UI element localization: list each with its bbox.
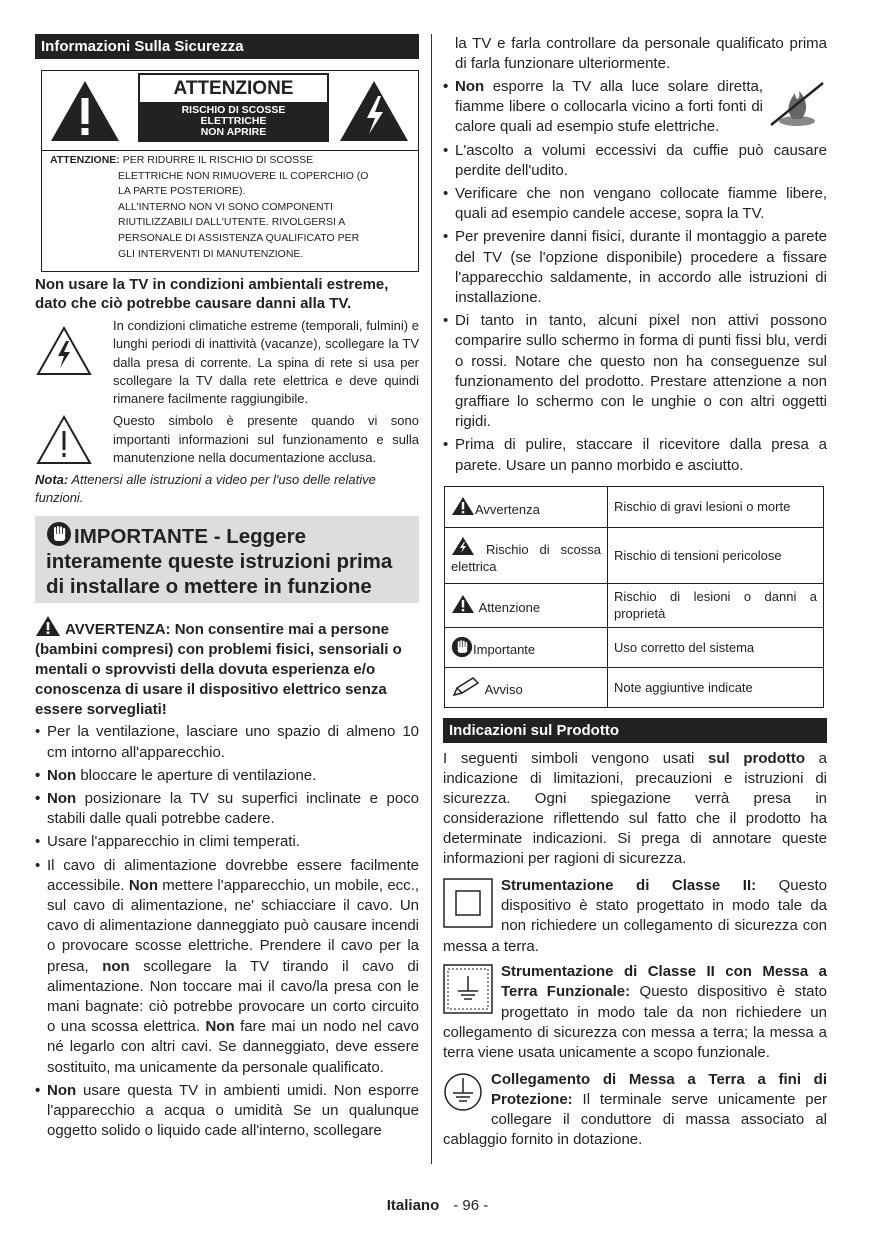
shock-risk-line: RISCHIO DI SCOSSE: [181, 104, 286, 116]
list-item-text: Usare l'apparecchio in climi temperati.: [47, 833, 300, 851]
table-desc: Rischio di tensioni pericolose: [608, 527, 824, 583]
caution-line: RIUTILIZZABILI DALL'UTENTE. RIVOLGERSI A: [118, 216, 346, 229]
list-item: [35, 789, 419, 829]
class-ii-functional-earth-paragraph: [443, 962, 827, 1063]
shock-risk-line: ELETTRICHE: [200, 115, 267, 127]
list-item-text: mettere l'apparecchio, un mobile, ecc., sul cavo di alimentazione, ne' schiacciare il cavo. Un cavo di alimentazione danneggiato può causare incendi o provocare scosse elettriche. Prendere il cavo per la presa,: [47, 876, 420, 975]
page-number: - 96 -: [453, 1197, 489, 1214]
extreme-conditions-note: Non usare la TV in condizioni ambientali estreme, dato che ciò potrebbe causare danni alla TV.: [35, 276, 389, 312]
safety-list: [35, 722, 419, 1141]
lightning-triangle-icon: [451, 536, 475, 556]
protective-earth-icon: [443, 1072, 483, 1112]
list-item-emphasis: Non: [205, 1018, 235, 1036]
lightning-symbol-text: In condizioni climatiche estreme (temporali, fulmini) e lunghi periodi di inattività (vacanze), scollegare la TV dalla presa di corrente. La spina di rete si usa per scollegare la TV dalla rete elettrica e deve quindi rimanere facilmente raggiungibile.: [113, 318, 419, 407]
product-intro-text: I seguenti simboli vengono usati: [443, 749, 695, 767]
caution-line: GLI INTERVENTI DI MANUTENZIONE.: [118, 247, 304, 260]
shock-risk-label: [138, 102, 329, 142]
table-term: Avvertenza: [475, 501, 540, 517]
symbol-title: Strumentazione di Classe II con Messa a Terra Funzionale:: [501, 963, 827, 1001]
table-desc: Rischio di gravi lesioni o morte: [608, 486, 824, 527]
symbol-text: Questo dispositivo è stato progettato in modo tale da non richiedere un collegamento di sicurezza con messa a terra.: [443, 876, 828, 955]
list-item: [35, 1081, 419, 1142]
table-row: [445, 527, 824, 583]
shock-risk-line: NON APRIRE: [200, 126, 267, 138]
exclamation-symbol-row: [35, 412, 419, 467]
product-intro-emphasis: sul prodotto: [708, 749, 806, 767]
section-header-product: Indicazioni sul Prodotto: [443, 718, 827, 743]
table-term: Avviso: [484, 682, 523, 698]
list-item: [35, 856, 419, 1078]
symbol-text: Questo dispositivo è stato progettato in modo tale da non richiedere un collegamento di sicurezza con messa a terra; la messa a terra viene usata unicamente a scopo funzionale.: [443, 983, 828, 1062]
list-item-text: esporre la TV alla luce solare diretta, fiamme libere o collocarla vicino a forti fonti di calore quali ad esempio stufe elettriche.: [455, 78, 763, 136]
list-item-text: scollegare la TV tirando il cavo di alimentazione. Non toccare mai il cavo/la presa con le mani bagnate: ciò potrebbe provocare un corto circuito o una scossa elettrica.: [47, 957, 419, 1036]
product-intro-text: a indicazione di limitazioni, precauzioni e istruzioni di sicurezza. Ogni spiegazione verrà presa in considerazione riflettendo sul fatto che il prodotto ha determinate indicazioni. Si prega di annotare queste informazioni per ragioni di sicurezza.: [443, 749, 828, 867]
list-item-text: Il cavo di alimentazione dovrebbe essere facilmente accessibile.: [47, 856, 419, 894]
table-cell: [445, 583, 608, 627]
caution-label: ATTENZIONE:: [50, 154, 120, 166]
functional-earth-icon: [443, 964, 493, 1014]
list-item: [443, 77, 827, 138]
section-header-safety: Informazioni Sulla Sicurezza: [35, 34, 419, 59]
caution-title: ATTENZIONE: [138, 73, 329, 104]
table-term: Importante: [473, 642, 536, 658]
list-item: [443, 227, 827, 308]
list-item-emphasis: Non: [47, 1081, 77, 1099]
page-footer: [0, 1197, 875, 1214]
important-banner: [35, 516, 419, 603]
caution-text: [50, 153, 410, 262]
symbol-title: Collegamento di Messa a Terra a fini di Protezione:: [491, 1070, 827, 1108]
divider: [42, 150, 418, 151]
list-item: [35, 832, 419, 852]
symbol-text: Il terminale serve unicamente per collegare il conduttore di massa associato al cablaggio fornito in dotazione.: [443, 1090, 827, 1149]
list-item-emphasis: Non: [455, 78, 485, 95]
hand-icon: [46, 521, 72, 547]
warning-triangle-icon: [35, 615, 61, 637]
pencil-icon: [451, 676, 481, 698]
list-item-emphasis: Non: [128, 876, 158, 894]
no-fire-icon: [767, 79, 827, 129]
lightning-symbol-row: [35, 317, 419, 408]
column-divider: [431, 34, 432, 1164]
footer-language: Italiano: [386, 1197, 440, 1214]
symbol-legend-table: [444, 486, 824, 708]
caution-line: ALL'INTERNO NON VI SONO COMPONENTI: [118, 200, 333, 213]
right-column: [443, 34, 827, 1151]
list-item: [443, 184, 827, 224]
warning-triangle-icon: [451, 594, 475, 614]
caution-line: LA PARTE POSTERIORE).: [118, 185, 246, 198]
table-desc: Uso corretto del sistema: [608, 627, 824, 667]
warning-triangle-icon: [451, 496, 475, 516]
list-item-text: Per prevenire danni fisici, durante il montaggio a parete del TV (se l'opzione disponibile) procedere a fissare l'apparecchio saldamente, in accordo alle istruzioni di installazione.: [455, 228, 827, 307]
list-item: [35, 766, 419, 786]
caution-box: [41, 70, 419, 272]
lightning-outline-icon: [35, 325, 93, 377]
exclamation-outline-icon: [35, 414, 93, 466]
warning-text: AVVERTENZA: Non consentire mai a persone (bambini compresi) con problemi fisici, sensoriali o mentali o sprovvisti della dovuta esperienza e/o conoscenza di usare il dispositivo elettrico senza essere sorvegliati!: [35, 621, 402, 718]
symbol-title: Strumentazione di Classe II:: [501, 876, 757, 894]
table-cell: [445, 486, 608, 527]
list-item-text: Prima di pulire, staccare il ricevitore dalla presa a parete. Usare un panno morbido e asciutto.: [455, 436, 827, 474]
table-term: Attenzione: [478, 600, 541, 616]
table-row: [445, 627, 824, 667]
list-item: [443, 435, 827, 475]
list-item-text: Di tanto in tanto, alcuni pixel non attivi possono comparire sullo schermo in forma di punti fissi blu, verdi o rossi. Notare che questo non ha conseguenze sul funzionamento del prodotto. Prestare attenzione a non graffiare lo schermo con le unghie o con altri oggetti rigidi.: [455, 312, 827, 431]
table-desc: Rischio di lesioni o danni a proprietà: [608, 583, 824, 627]
class-ii-paragraph: [443, 876, 827, 957]
table-row: [445, 583, 824, 627]
important-title: IMPORTANTE - Leggere interamente queste istruzioni prima di installare o mettere in funzione: [46, 525, 393, 599]
exclamation-symbol-text: Questo simbolo è presente quando vi sono importanti informazioni sul funzionamento e sulla manutenzione nella documentazione acclusa.: [113, 413, 419, 466]
note-text: Attenersi alle istruzioni a video per l'uso delle relative funzioni.: [35, 472, 376, 506]
table-row: [445, 486, 824, 527]
table-row: [445, 667, 824, 707]
note: [35, 471, 419, 507]
protective-earth-paragraph: [443, 1070, 827, 1151]
warning-paragraph: [35, 615, 419, 719]
product-intro: [443, 749, 827, 869]
list-item-text: posizionare la TV su superfici inclinate e poco stabili dalle quali potrebbe cadere.: [47, 789, 419, 828]
continued-text: la TV e farla controllare da personale qualificato prima di farla funzionare ulteriormente.: [455, 35, 827, 72]
table-cell: [445, 627, 608, 667]
list-item-emphasis: non: [102, 957, 130, 975]
hand-icon: [451, 636, 473, 658]
list-item-text: Per la ventilazione, lasciare uno spazio di almeno 10 cm intorno all'apparecchio.: [47, 723, 419, 761]
list-item: [443, 141, 827, 181]
lightning-triangle-icon: [338, 78, 410, 144]
list-item-text: fare mai un nodo nel cavo né legarlo con altri cavi. Se danneggiato, deve essere sostituito, ma unicamente da personale qualificato.: [47, 1018, 419, 1076]
table-term: Rischio di scossa elettrica: [451, 541, 601, 574]
list-item: [443, 311, 827, 432]
caution-line: ELETTRICHE NON RIMUOVERE IL COPERCHIO (O: [118, 169, 369, 182]
list-item-emphasis: Non: [47, 789, 77, 807]
list-item: [35, 722, 419, 762]
table-cell: [445, 527, 608, 583]
caution-line: PER RIDURRE IL RISCHIO DI SCOSSE: [122, 154, 314, 166]
table-cell: [445, 667, 608, 707]
list-item-text: L'ascolto a volumi eccessivi da cuffie può causare perdite dell'udito.: [455, 141, 827, 179]
list-item-text: Verificare che non vengano collocate fiamme libere, quali ad esempio candele accese, sopra la TV.: [455, 185, 827, 223]
class-ii-icon: [443, 878, 493, 928]
table-desc: Note aggiuntive indicate: [608, 667, 824, 707]
warning-triangle-icon: [49, 78, 121, 144]
caution-line: PERSONALE DI ASSISTENZA QUALIFICATO PER: [118, 231, 360, 244]
note-label: Nota:: [35, 472, 69, 488]
list-item-text: usare questa TV in ambienti umidi. Non esporre l'apparecchio a acqua o umidità Se un qualunque oggetto solido o liquido cade all'interno, scollegare: [47, 1081, 419, 1140]
safety-list-continued: [443, 77, 827, 476]
list-item-text: bloccare le aperture di ventilazione.: [80, 766, 317, 784]
left-column: [35, 34, 419, 1144]
list-item-emphasis: Non: [47, 766, 77, 784]
